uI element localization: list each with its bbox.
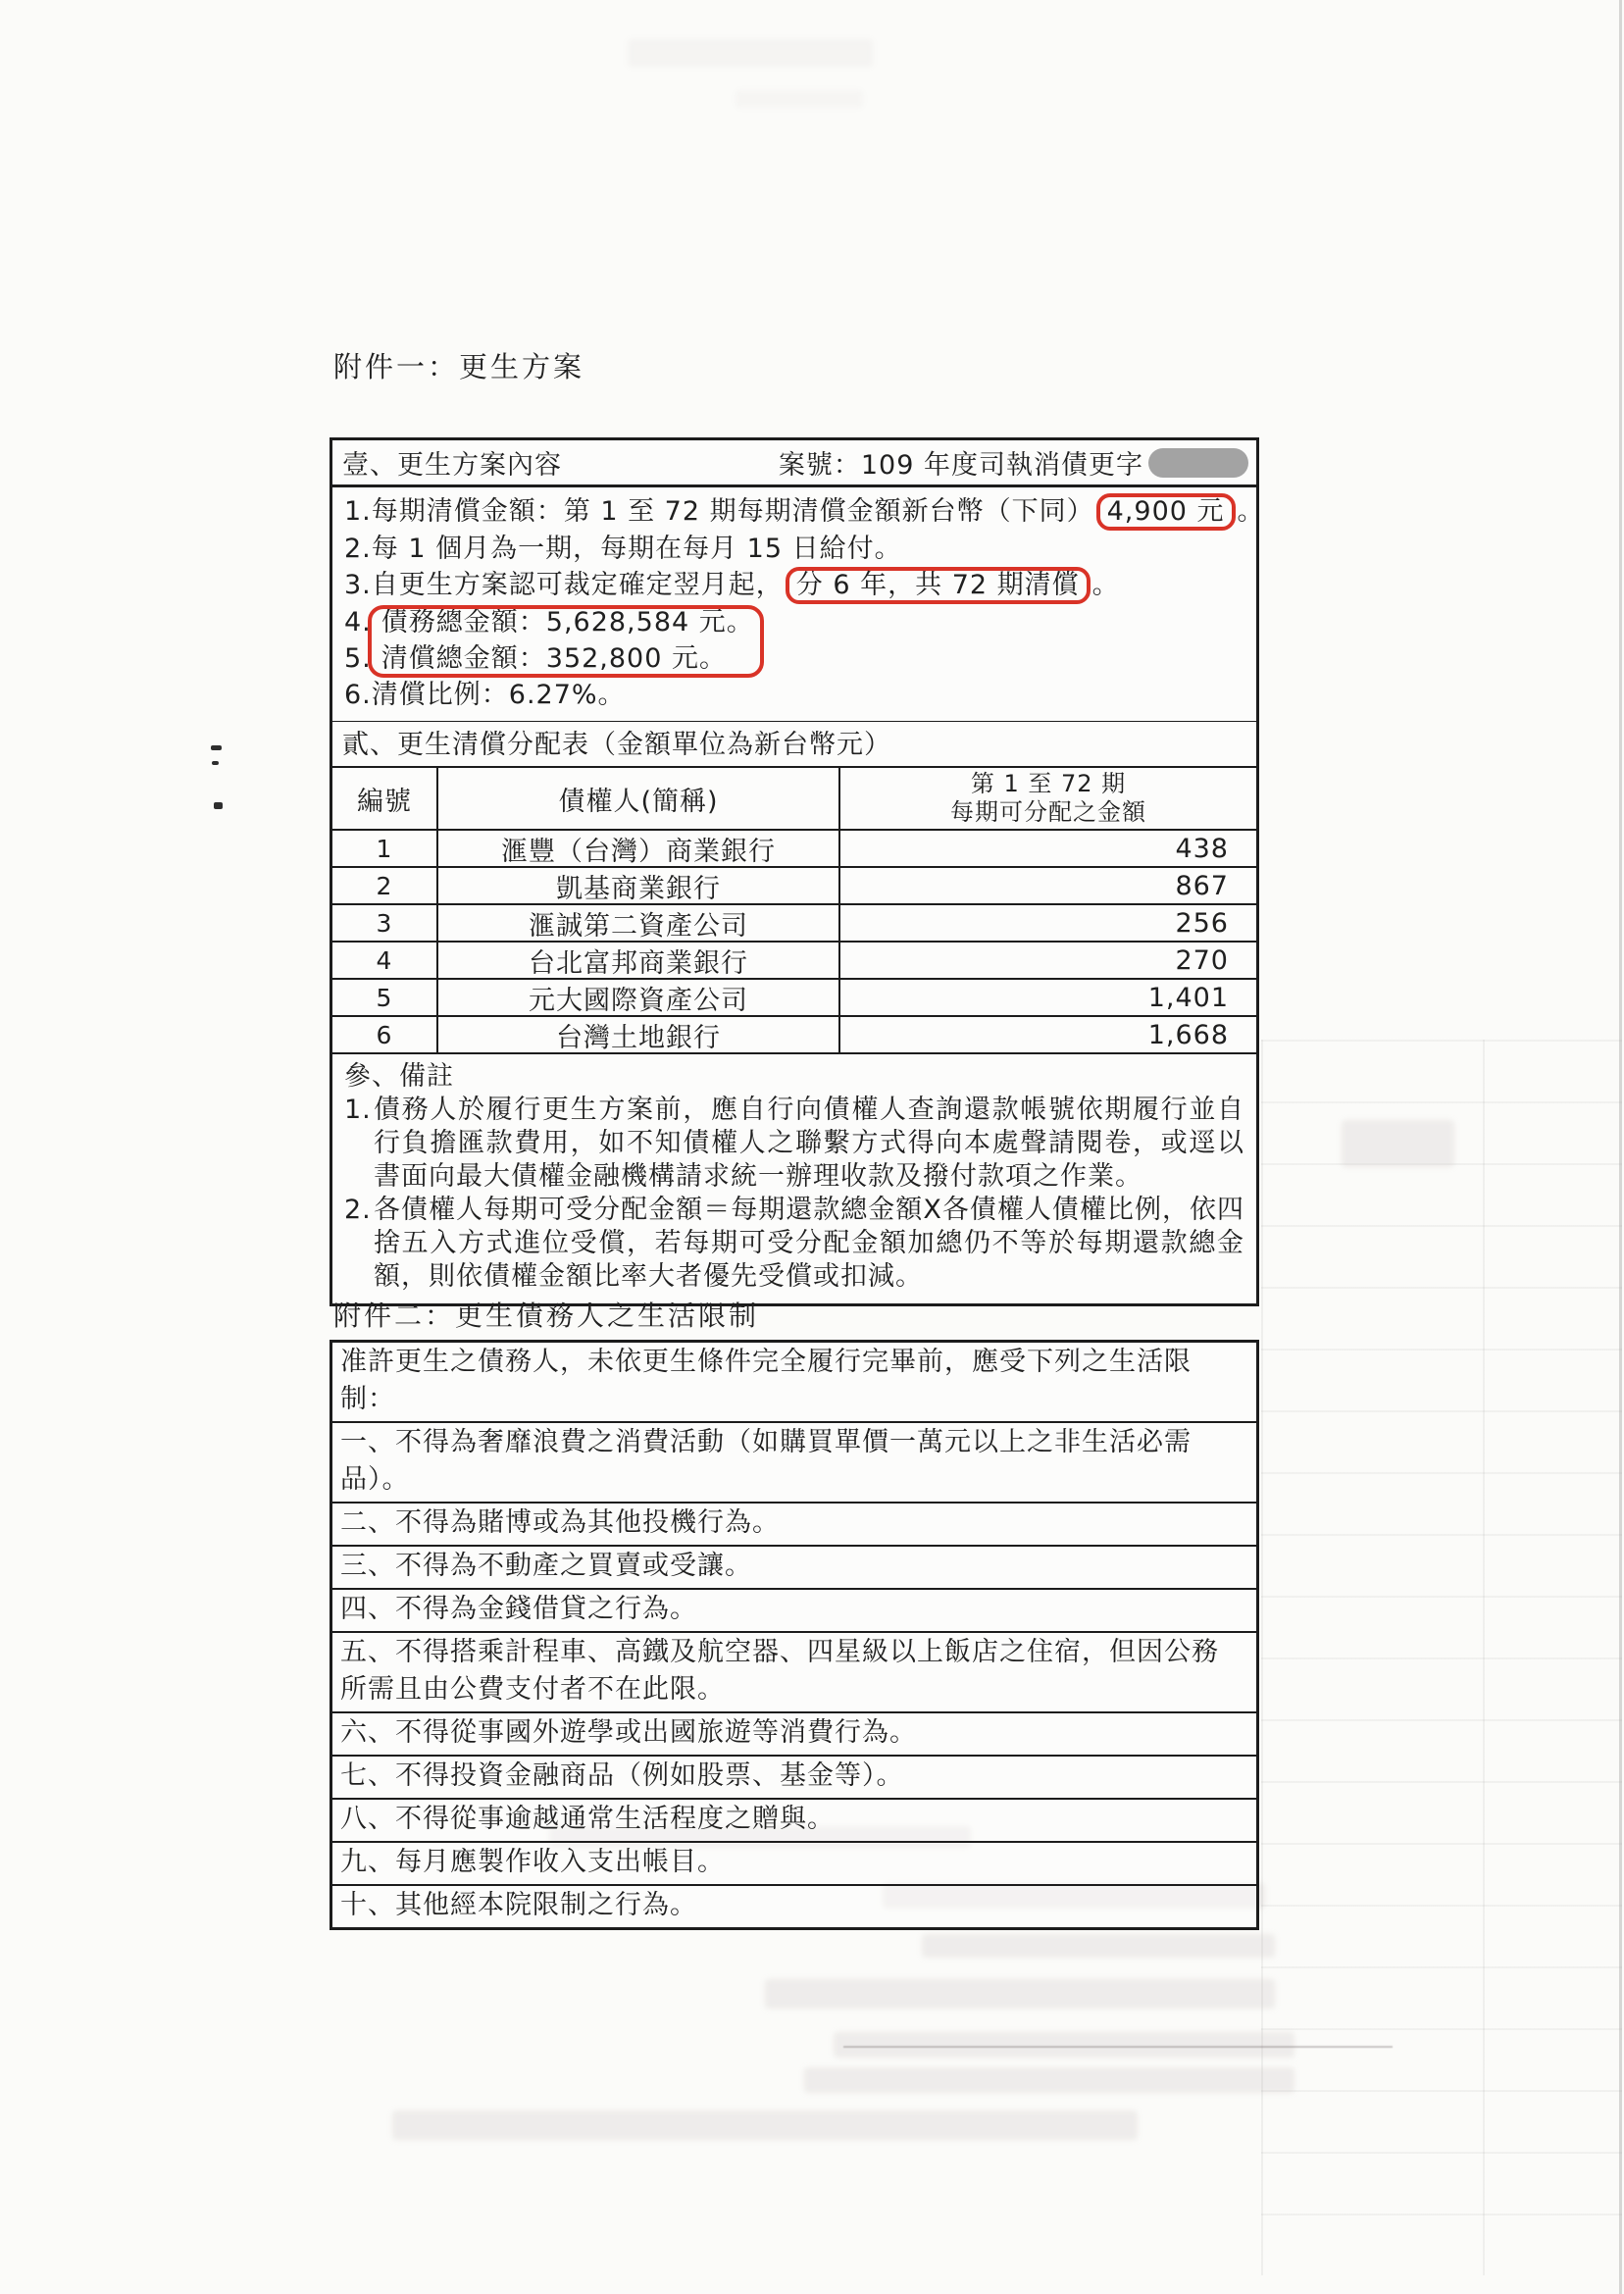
red-circle-annotation bbox=[368, 605, 764, 678]
restriction-row: 四、不得為金錢借貸之行為。 bbox=[332, 1588, 1256, 1631]
row-id: 1 bbox=[332, 831, 438, 866]
plan-item-3: 3.自更生方案認可裁定確定翌月起， 分 6 年，共 72 期清償 。 bbox=[344, 567, 1246, 604]
row-id: 2 bbox=[332, 868, 438, 903]
distribution-column-header bbox=[332, 768, 1256, 831]
case-number-label: 案號：109 年度司執消債更字 bbox=[778, 450, 1143, 481]
rehabilitation-plan-table bbox=[330, 437, 1265, 1306]
restriction-row: 六、不得從事國外遊學或出國旅遊等消費行為。 bbox=[332, 1711, 1256, 1755]
restriction-row: 七、不得投資金融商品（例如股票、基金等）。 bbox=[332, 1755, 1256, 1798]
bleedthrough-text bbox=[804, 2067, 1294, 2093]
case-number bbox=[779, 440, 1248, 484]
table-row bbox=[332, 943, 1256, 980]
restriction-row: 十、其他經本院限制之行為。 bbox=[332, 1884, 1256, 1927]
bleedthrough-line bbox=[843, 2046, 1393, 2048]
restriction-row: 三、不得為不動產之買賣或受讓。 bbox=[332, 1545, 1256, 1588]
row-id: 5 bbox=[332, 980, 438, 1015]
living-restrictions-table bbox=[330, 1340, 1259, 1930]
plan-item-1: 1.每期清償金額：第 1 至 72 期每期清償金額新台幣（下同） 4,900 元 。 bbox=[344, 493, 1246, 531]
row-amount: 1,668 bbox=[1147, 1019, 1229, 1050]
row-id: 4 bbox=[332, 943, 438, 978]
row-creditor: 凱基商業銀行 bbox=[438, 868, 840, 903]
column-amount: 第 1 至 72 期 每期可分配之金額 bbox=[950, 770, 1146, 826]
plan-item-6: 6.清償比例：6.27%。 bbox=[344, 680, 626, 710]
table-row bbox=[332, 980, 1256, 1017]
row-creditor: 台灣土地銀行 bbox=[438, 1017, 840, 1052]
restriction-row: 八、不得從事逾越通常生活程度之贈與。 bbox=[332, 1798, 1256, 1841]
ink-speck bbox=[211, 745, 222, 750]
note-item: 1. 債務人於履行更生方案前，應自行向債權人查詢還款帳號依期履行並自行負擔匯款費用，如不知債權人之聯繫方式得向本處聲請閱卷，或逕以書面向最大債權金融機構請求統一辦理收款及撥付款項之作業。 bbox=[344, 1095, 1244, 1192]
bleedthrough-text bbox=[765, 1979, 1275, 2009]
red-circle-annotation: 4,900 元 bbox=[1096, 493, 1236, 531]
row-creditor: 台北富邦商業銀行 bbox=[438, 943, 840, 978]
restriction-row: 一、不得為奢靡浪費之消費活動（如購買單價一萬元以上之非生活必需品）。 bbox=[332, 1421, 1256, 1502]
row-amount: 270 bbox=[1175, 944, 1229, 976]
plan-item-5: 5. 清償總金額：352,800 元。 bbox=[344, 643, 727, 674]
row-creditor: 滙豐（台灣）商業銀行 bbox=[438, 831, 840, 866]
row-creditor: 滙誠第二資產公司 bbox=[438, 905, 840, 941]
row-id: 6 bbox=[332, 1017, 438, 1052]
note-item: 2. 各債權人每期可受分配金額＝每期還款總金額X各債權人債權比例，依四捨五入方式進位受償，若每期可受分配金額加總仍不等於每期還款總金額，則依債權金額比率大者優先受償或扣減。 bbox=[344, 1195, 1244, 1292]
row-amount: 438 bbox=[1175, 833, 1229, 864]
plan-section-title: 壹、更生方案內容 bbox=[342, 450, 562, 481]
column-creditor: 債權人(簡稱) bbox=[438, 768, 840, 829]
row-amount: 256 bbox=[1175, 907, 1229, 939]
attachment1-title: 附件一：更生方案 bbox=[333, 350, 585, 383]
plan-items-4-5 bbox=[344, 604, 1246, 677]
plan-item-4: 4. 債務總金額：5,628,584 元。 bbox=[344, 607, 754, 637]
notes-section bbox=[332, 1054, 1256, 1303]
bleedthrough-text bbox=[834, 2032, 1294, 2058]
plan-items bbox=[332, 487, 1265, 721]
table-row bbox=[332, 905, 1256, 943]
table-row bbox=[332, 868, 1256, 905]
ink-speck bbox=[212, 761, 219, 765]
ink-speck bbox=[214, 802, 223, 809]
plan-header-row bbox=[332, 440, 1256, 487]
bleedthrough-text bbox=[922, 1934, 1275, 1958]
bleedthrough-text bbox=[392, 2111, 1138, 2140]
row-amount: 1,401 bbox=[1147, 982, 1229, 1013]
restriction-row: 五、不得搭乘計程車、高鐵及航空器、四星級以上飯店之住宿，但因公務所需且由公費支付者不在此限。 bbox=[332, 1631, 1256, 1711]
bleedthrough-text bbox=[1342, 1120, 1454, 1167]
red-circle-annotation: 分 6 年，共 72 期清償 bbox=[786, 567, 1091, 604]
restriction-intro-row: 准許更生之債務人，未依更生條件完全履行完畢前，應受下列之生活限制： bbox=[340, 1347, 1192, 1414]
row-creditor: 元大國際資產公司 bbox=[438, 980, 840, 1015]
restriction-row: 九、每月應製作收入支出帳目。 bbox=[332, 1841, 1256, 1884]
scan-smudge bbox=[628, 39, 873, 67]
column-id: 編號 bbox=[332, 768, 438, 829]
bleedthrough-grid bbox=[1261, 1040, 1622, 2275]
table-row bbox=[332, 831, 1256, 868]
plan-item-2: 2.每 1 個月為一期，每期在每月 15 日給付。 bbox=[344, 534, 902, 564]
redaction-box bbox=[1148, 448, 1248, 478]
distribution-section-title: 貳、更生清償分配表（金額單位為新台幣元） bbox=[332, 721, 1256, 768]
row-amount: 867 bbox=[1175, 870, 1229, 901]
scan-smudge bbox=[736, 90, 863, 108]
table-row bbox=[332, 1017, 1256, 1054]
row-id: 3 bbox=[332, 905, 438, 941]
notes-header: 參、備註 bbox=[344, 1061, 454, 1092]
restriction-row: 二、不得為賭博或為其他投機行為。 bbox=[332, 1502, 1256, 1545]
attachment2-title: 附件二：更生債務人之生活限制 bbox=[333, 1300, 760, 1332]
